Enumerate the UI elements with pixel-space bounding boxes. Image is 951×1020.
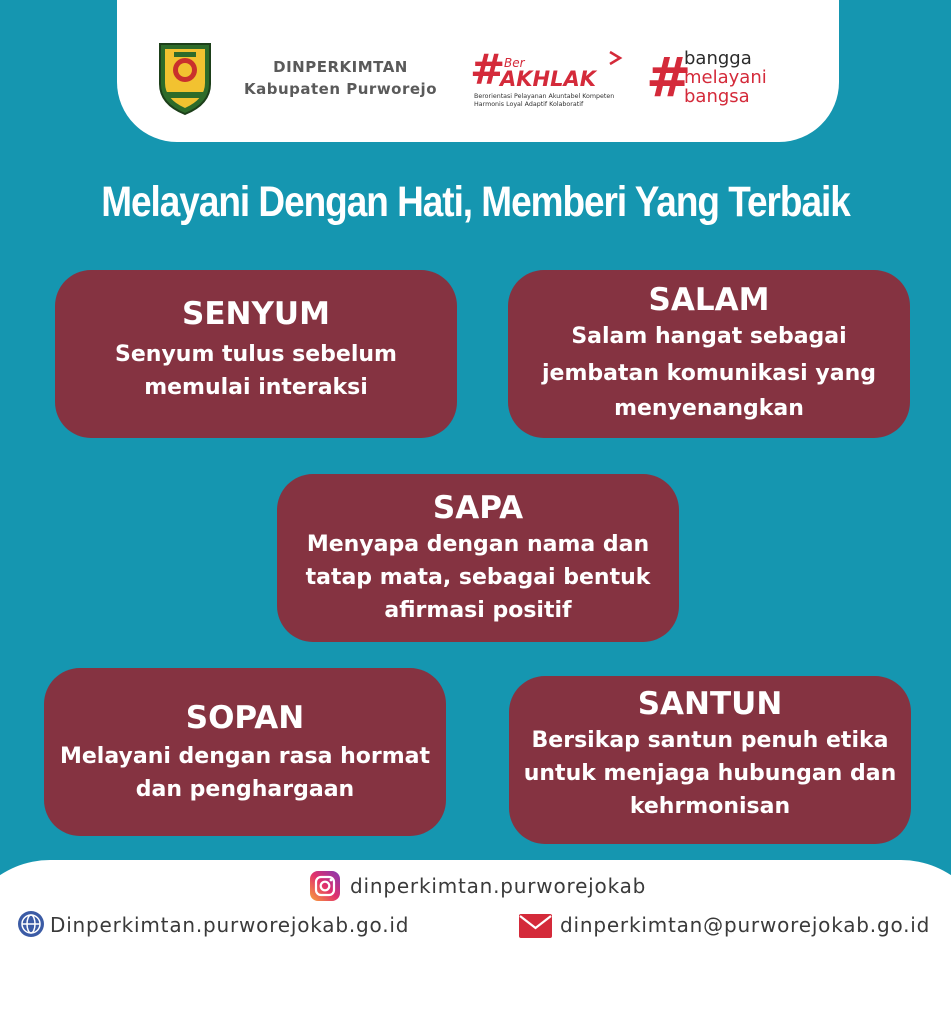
card-description-line: untuk menjaga hubungan dan <box>523 761 897 786</box>
globe-icon <box>17 910 45 938</box>
bangga-line-1: bangga <box>684 48 752 69</box>
card-santun <box>509 676 911 844</box>
card-title: SALAM <box>648 282 770 318</box>
card-salam <box>508 270 910 438</box>
berakhlak-tagline-2: Harmonis Loyal Adaptif Kolaboratif <box>474 101 584 108</box>
card-sopan <box>44 668 446 836</box>
instagram-icon <box>310 871 340 901</box>
bangga-melayani-bangsa-logo <box>646 46 786 108</box>
org-name: DINPERKIMTAN <box>273 58 408 76</box>
org-name-block <box>233 56 448 100</box>
card-description-line: memulai interaksi <box>144 375 368 400</box>
headline: Melayani Dengan Hati, Memberi Yang Terbaik <box>101 178 850 226</box>
berakhlak-akhlak: AKHLAK <box>500 67 597 91</box>
bangga-line-3: bangsa <box>684 86 750 107</box>
svg-text:#: # <box>646 46 692 108</box>
bangga-line-2: melayani <box>684 67 767 88</box>
email-link[interactable]: dinperkimtan@purworejokab.go.id <box>560 913 931 937</box>
card-title: SANTUN <box>637 686 783 722</box>
berakhlak-ber: Ber <box>504 56 525 70</box>
card-description-line: jembatan komunikasi yang <box>542 361 876 386</box>
card-description-line: Menyapa dengan nama dan <box>306 532 650 557</box>
card-description-line: menyenangkan <box>614 396 804 421</box>
card-title: SENYUM <box>182 296 330 332</box>
card-title: SAPA <box>432 490 524 526</box>
svg-text:#: # <box>470 46 506 94</box>
org-region: Kabupaten Purworejo <box>243 80 437 98</box>
purworejo-crest-logo <box>154 40 216 116</box>
berakhlak-tagline-1: Berorientasi Pelayanan Akuntabel Kompeten <box>474 93 615 100</box>
card-description-line: kehrmonisan <box>629 794 791 819</box>
card-description-line: Melayani dengan rasa hormat <box>59 744 431 769</box>
berakhlak-logo <box>470 46 630 112</box>
card-description-line: dan penghargaan <box>135 777 355 802</box>
card-sapa <box>277 474 679 642</box>
card-description-line: tatap mata, sebagai bentuk <box>305 565 651 590</box>
card-senyum <box>55 270 457 438</box>
card-description-line: Bersikap santun penuh etika <box>531 728 889 753</box>
card-description-line: Salam hangat sebagai <box>571 324 847 349</box>
card-title: SOPAN <box>185 700 305 736</box>
mail-icon <box>519 914 552 938</box>
website-link[interactable]: Dinperkimtan.purworejokab.go.id <box>50 913 410 937</box>
card-description-line: afirmasi positif <box>384 598 572 623</box>
card-description-line: Senyum tulus sebelum <box>115 342 397 367</box>
instagram-handle[interactable]: dinperkimtan.purworejokab <box>350 874 647 898</box>
